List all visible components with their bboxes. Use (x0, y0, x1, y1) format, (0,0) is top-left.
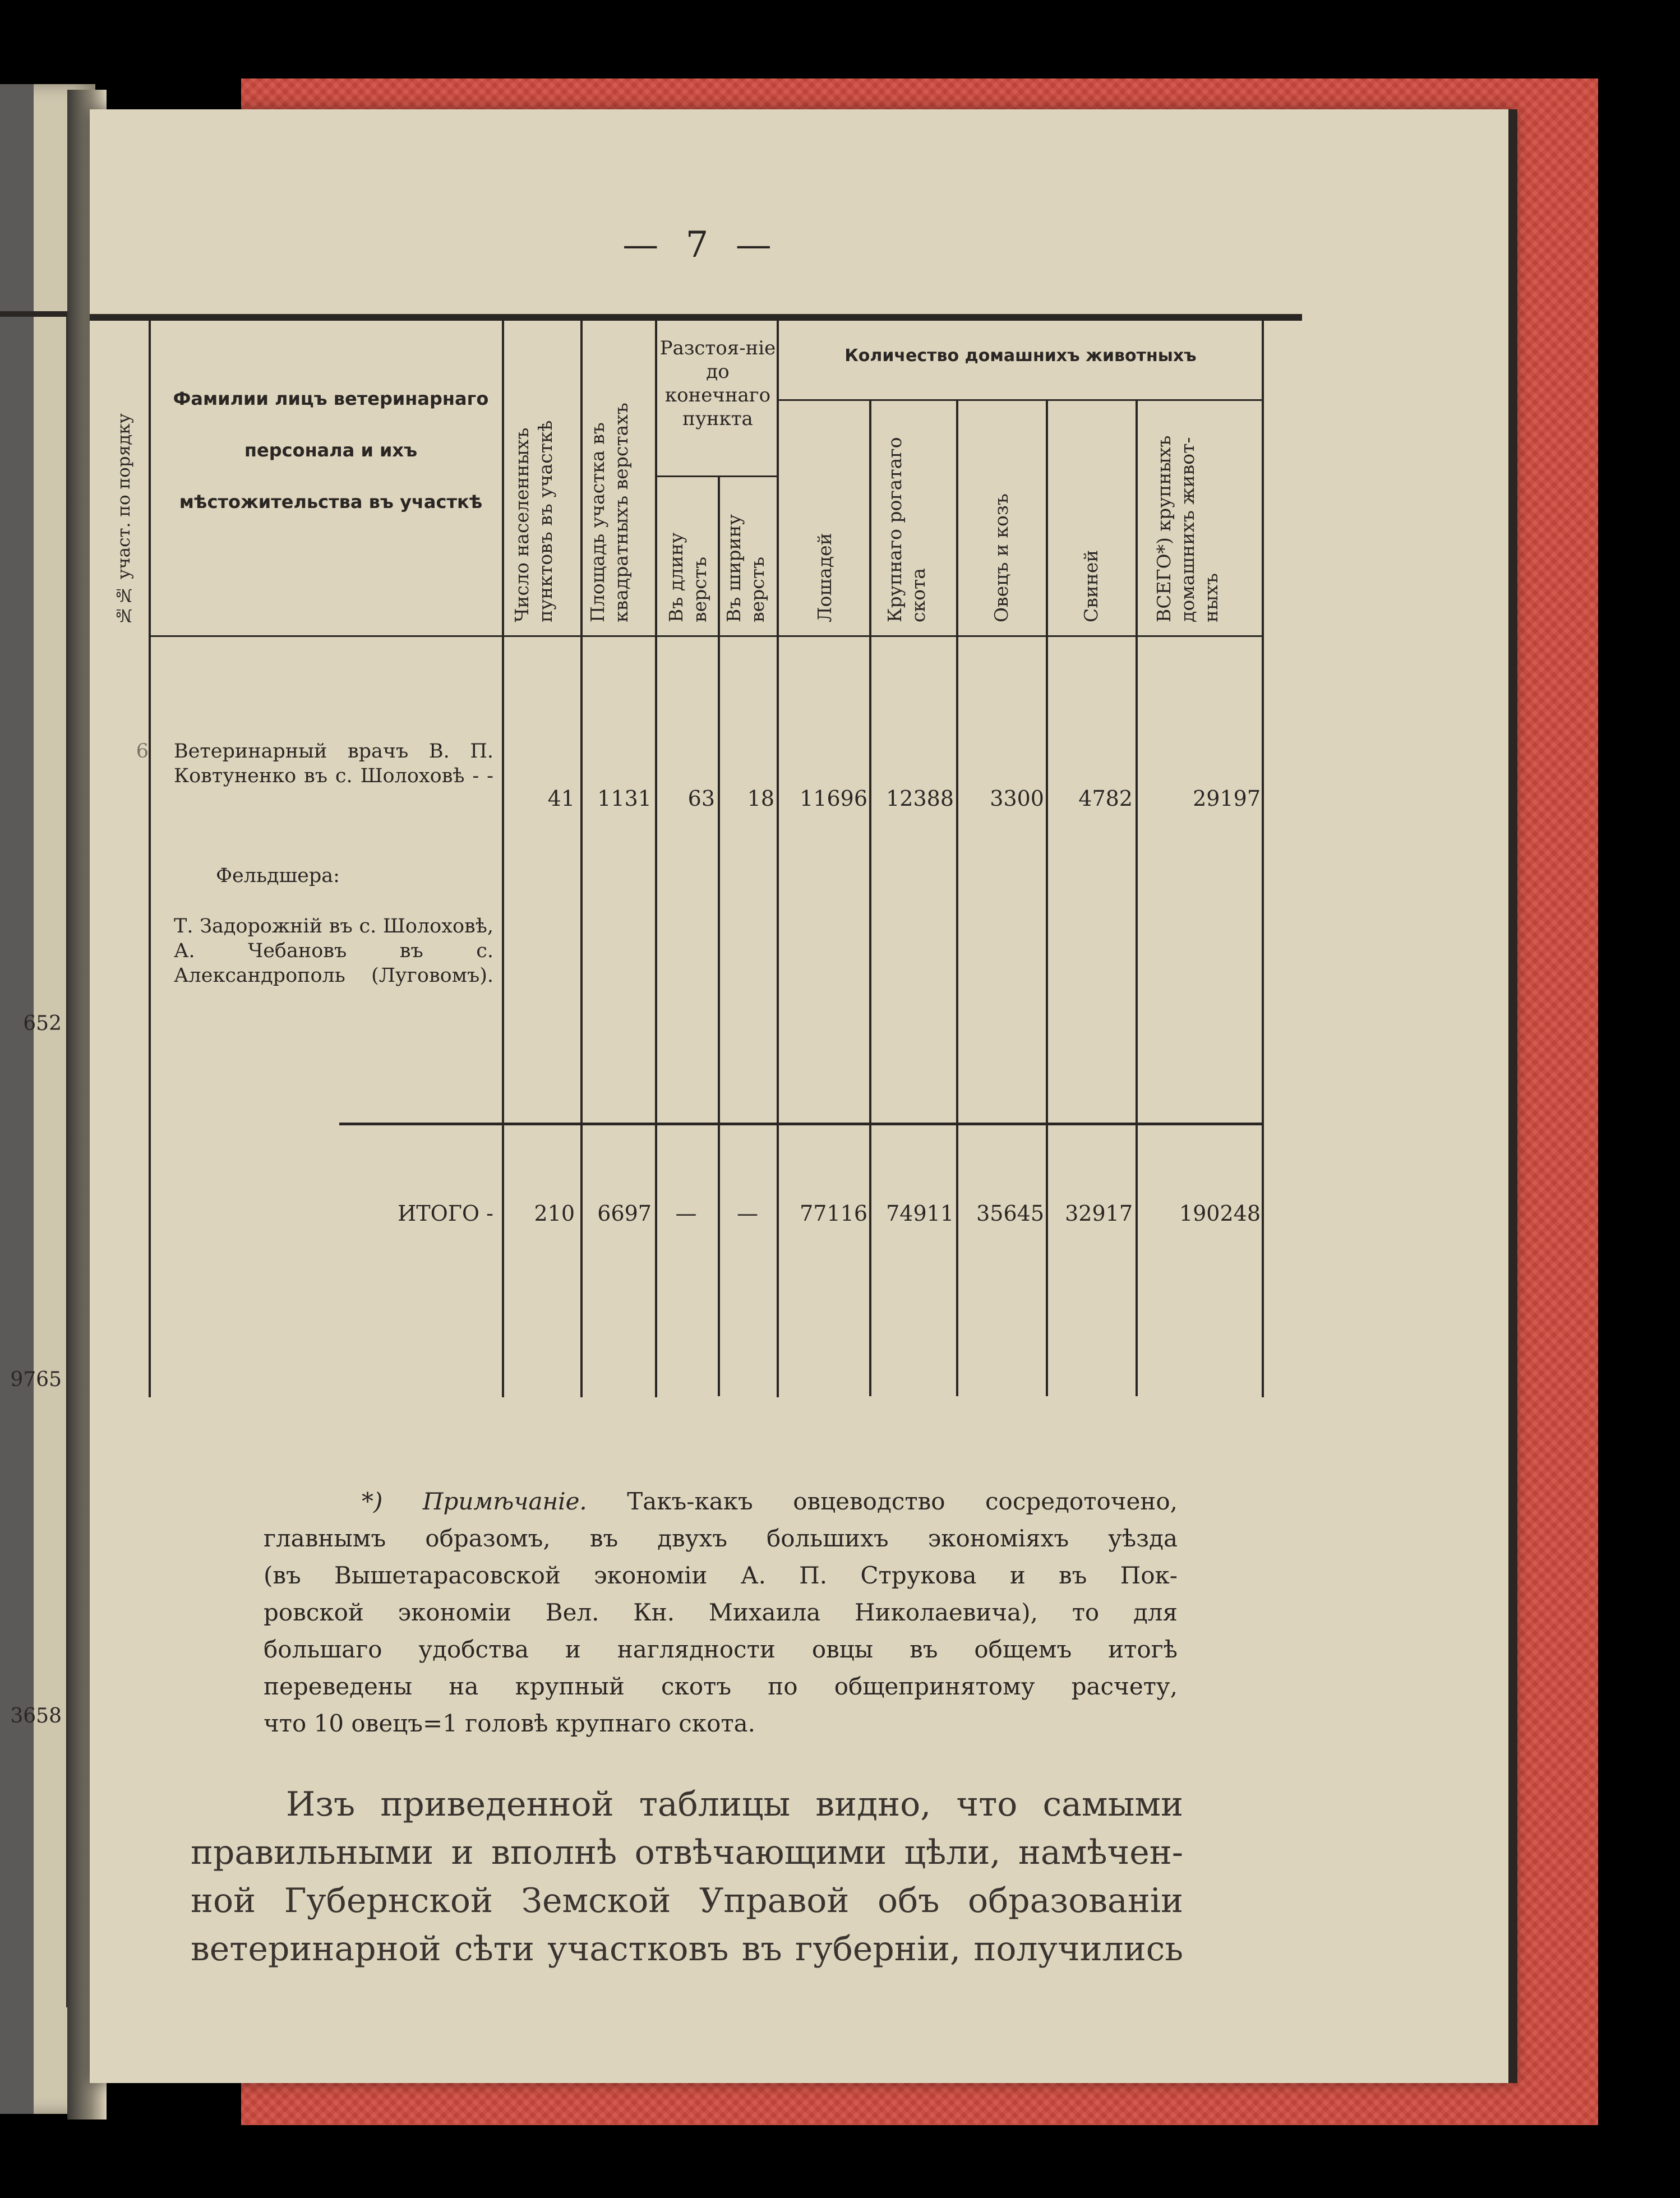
footnote (264, 1483, 1178, 1742)
left-page-number-2: 9765 (10, 1368, 62, 1391)
footnote-line: *) Примѣчаніе. Такъ-какъ овцеводство сосредоточено, (362, 1488, 1178, 1515)
col-divider (1046, 401, 1048, 1396)
row-horses: 11696 (800, 786, 867, 811)
col-divider (1136, 401, 1138, 1396)
left-page-rule (0, 311, 67, 317)
row-number: 6 (136, 740, 149, 763)
header-width: Въ ширину верстъ (723, 514, 768, 622)
header-cattle: Крупнаго рогатаго скота (884, 437, 929, 622)
col-divider (777, 321, 779, 1397)
header-horses: Лошадей (814, 533, 836, 622)
row-points: 41 (547, 786, 575, 811)
header-number: №№ участ. по порядку (114, 413, 134, 625)
totals-area: 6697 (597, 1201, 652, 1226)
totals-total: 190248 (1179, 1201, 1261, 1226)
footnote-line: большаго удобства и наглядности овцы въ общемъ итогѣ (264, 1636, 1178, 1663)
col-divider (869, 401, 871, 1396)
header-bottom-rule (149, 635, 1262, 637)
row-sheep: 3300 (990, 786, 1044, 811)
footnote-line: ровской экономіи Вел. Кн. Михаила Николаевича), то для (264, 1599, 1178, 1626)
book-spine-strip (0, 84, 34, 2114)
totals-pigs: 32917 (1065, 1201, 1133, 1226)
header-names: Фамилии лицъ ветеринарнаго персонала и ихъ мѣстожительства въ участкѣ (173, 388, 489, 512)
table-right-border (1262, 321, 1264, 1397)
col-divider (149, 321, 151, 1397)
body-paragraph (191, 1780, 1183, 1973)
body-line: правильными и вполнѣ отвѣчающими цѣли, намѣчен- (191, 1833, 1183, 1872)
feldsher-label: Фельдшера: (216, 865, 340, 887)
footnote-line: (въ Вышетарасовской экономіи А. П. Струкова и въ Пок- (264, 1562, 1178, 1589)
page-number: — 7 — (622, 224, 779, 266)
row-area: 1131 (597, 786, 652, 811)
distance-header-rule (655, 475, 777, 477)
totals-length: — (675, 1201, 697, 1226)
col-divider (956, 401, 958, 1396)
row-length: 63 (687, 786, 715, 811)
totals-width: — (737, 1201, 758, 1226)
table-top-rule (90, 314, 1302, 321)
row-width: 18 (747, 786, 774, 811)
left-page-number-3: 3658 (10, 1705, 62, 1728)
feldshers-entry: Т. Задорожній въ с. Шолоховѣ, А. Чебановъ въ с. Александрополь (Луговомъ). (174, 915, 493, 987)
header-total: ВСЕГО*) крупныхъ домашнихъ живот- ныхъ (1153, 435, 1222, 622)
header-pigs: Свиней (1080, 550, 1102, 622)
totals-label: ИТОГО - (398, 1201, 493, 1226)
footnote-title: *) Примѣчаніе. (362, 1488, 587, 1515)
doctor-entry: Ветеринарный врачъ В. П. Ковтуненко въ с. Шолоховѣ - - (174, 740, 493, 787)
header-area: Площадь участка въ квадратныхъ верстахъ (587, 403, 632, 622)
body-line: Изъ приведенной таблицы видно, что самыми (286, 1785, 1183, 1824)
left-page-number-1: 652 (23, 1012, 62, 1035)
totals-sheep: 35645 (976, 1201, 1044, 1226)
header-distance: Разстоя-ніе до конечнаго пункта (659, 337, 776, 430)
row-cattle: 12388 (886, 786, 954, 811)
totals-rule (339, 1123, 1262, 1125)
header-animals: Количество домашнихъ животныхъ (844, 346, 1197, 366)
page-edge (1508, 109, 1517, 2083)
totals-points: 210 (534, 1201, 575, 1226)
header-sheep: Овецъ и козъ (990, 493, 1012, 622)
row-total: 29197 (1193, 786, 1261, 811)
body-line: ной Губернской Земской Управой объ образованіи (191, 1881, 1183, 1920)
footnote-line: главнымъ образомъ, въ двухъ большихъ экономіяхъ уѣзда (264, 1525, 1178, 1552)
body-line: ветеринарной сѣти участковъ въ губерніи, получились (191, 1929, 1183, 1969)
row-pigs: 4782 (1078, 786, 1133, 811)
col-divider (580, 321, 583, 1397)
header-length: Въ длину верстъ (665, 532, 710, 622)
totals-cattle: 74911 (886, 1201, 954, 1226)
col-divider (718, 477, 720, 1396)
col-divider (655, 321, 657, 1397)
header-points: Число населенныхъ пунктовъ въ участкѣ (511, 420, 556, 622)
footnote-line: что 10 овецъ=1 головѣ крупнаго скота. (264, 1710, 755, 1737)
animals-header-rule (777, 399, 1262, 401)
footnote-line: переведены на крупный скотъ по общепринятому расчету, (264, 1673, 1178, 1700)
totals-horses: 77116 (800, 1201, 867, 1226)
col-divider (502, 321, 504, 1397)
